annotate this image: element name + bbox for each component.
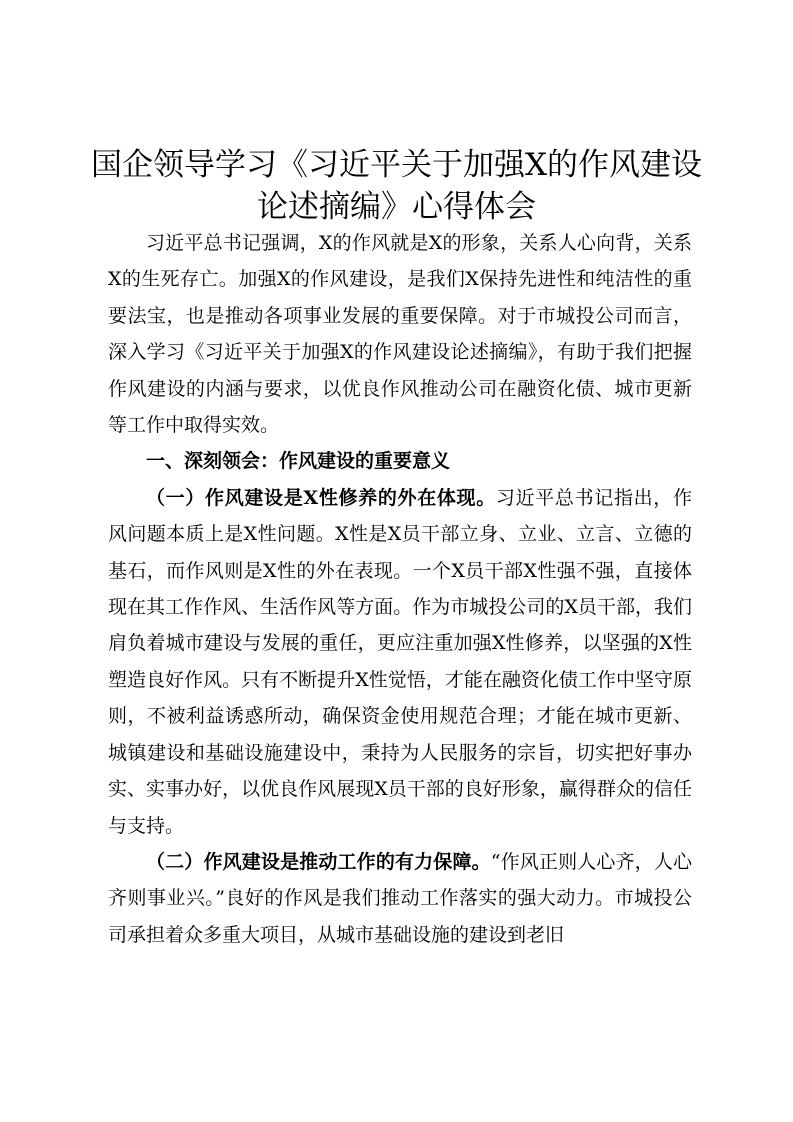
sub-section-2-heading: （二）作风建设是推动工作的有力保障。 <box>146 850 491 873</box>
intro-paragraph: 习近平总书记强调，X的作风就是X的形象，关系人心向背，关系X的生死存亡。加强X的作风建设，是我们X保持先进性和纯洁性的重要法宝，也是推动各项事业发展的重要保障。对于市城投公司而言，深入学习《习近平关于加强X的作风建设论述摘编》，有助于我们把握作风建设的内涵与要求，以优良作风推动公司在融资化债、城市更新等工作中取得实效。 <box>108 232 692 437</box>
section-heading-1: 一、深刻领会：作风建设的重要意义 <box>146 450 451 473</box>
sub-section-1-heading: （一）作风建设是X性修养的外在体现。 <box>146 486 496 509</box>
document-body <box>108 225 692 953</box>
sub-section-1-paragraph <box>108 480 692 844</box>
sub-section-1-text: 习近平总书记指出，作风问题本质上是X性问题。X性是X员干部立身、立业、立言、立德的基石，而作风则是X性的外在表现。一个X员干部X性强不强，直接体现在其工作作风、生活作风等方面。作为市城投公司的X员干部，我们肩负着城市建设与发展的重任，更应注重加强X性修养，以坚强的X性塑造良好作风。只有不断提升X性觉悟，才能在融资化债工作中坚守原则，不被利益诱惑所动，确保资金使用规范合理；才能在城市更新、城镇建设和基础设施建设中，秉持为人民服务的宗旨，切实把好事办实、实事办好，以优良作风展现X员干部的良好形象，赢得群众的信任与支持。 <box>108 486 692 837</box>
sub-section-2-paragraph <box>108 844 692 953</box>
document-title-line-2: 论述摘编》心得体会 <box>257 189 536 225</box>
sub-section-2-text: “作风正则人心齐，人心齐则事业兴。”良好的作风是我们推动工作落实的强大动力。市城投公司承担着众多重大项目，从城市基础设施的建设到老旧 <box>108 850 692 946</box>
document-title-line-1: 国企领导学习《习近平关于加强X的作风建设 <box>90 147 703 183</box>
